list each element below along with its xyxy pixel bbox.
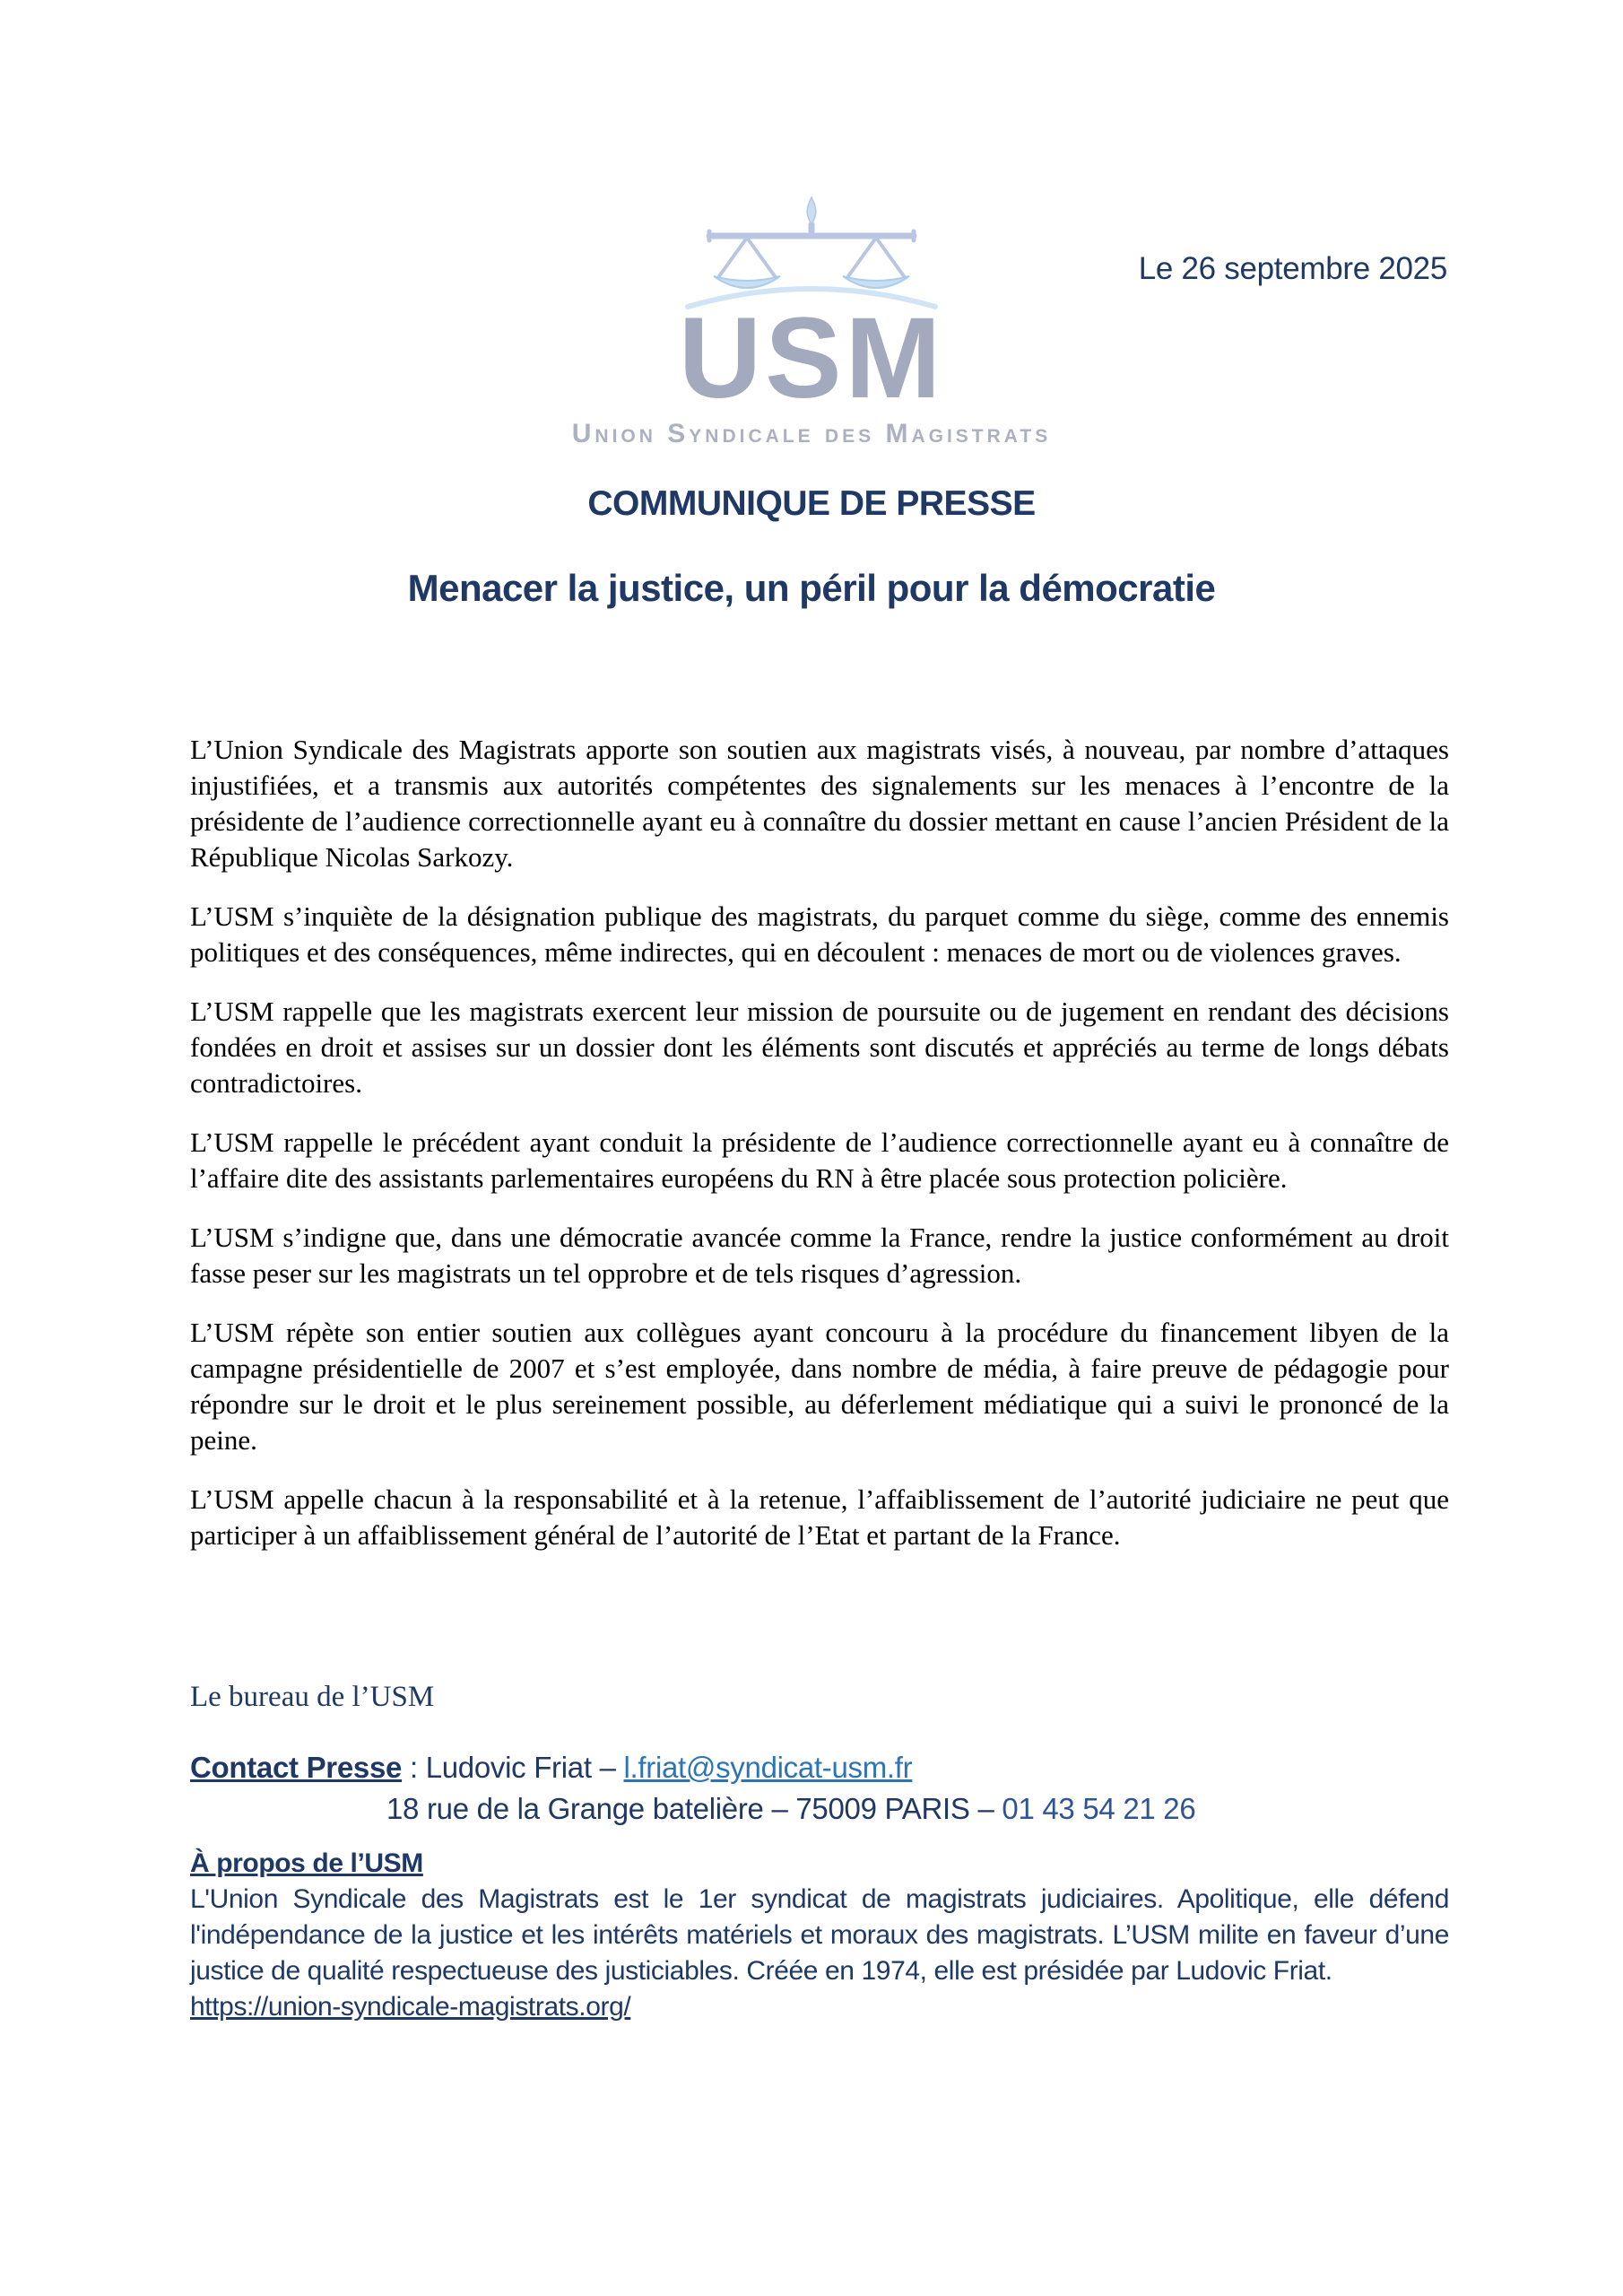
body-paragraph: L’USM répète son entier soutien aux collègues ayant concouru à la procédure du financement libyen de la campagne présidentielle de 2007 et s’est employée, dans nombre de média, à faire preuve de pédagogie pour répondre sur le droit et le plus sereinement possible, au déferlement médiatique qui a suivi le prononcé de la peine.	[190, 1317, 1449, 1456]
website-link[interactable]: https://union-syndicale-magistrats.org/	[190, 1992, 631, 2022]
contact-address-line	[190, 1788, 1449, 1830]
body-paragraph: L’USM s’inquiète de la désignation publique des magistrats, du parquet comme du siège, comme des ennemis politiques et des conséquences, même indirectes, qui en découlent : menaces de mort ou de violences graves.	[190, 900, 1449, 968]
contact-dash: –	[591, 1751, 624, 1784]
document-date: Le 26 septembre 2025	[1138, 251, 1447, 286]
logo-tagline: Union Syndicale des Magistrats	[571, 418, 1052, 448]
body-paragraph: L’USM appelle chacun à la responsabilité et à la retenue, l’affaiblissement de l’autorité judiciaire ne peut que participer à un affaiblissement général de l’autorité de l’Etat et partant de la France.	[190, 1483, 1449, 1551]
about-block	[190, 1846, 1449, 2025]
about-heading: À propos de l’USM	[190, 1848, 423, 1878]
contact-name: Ludovic Friat	[425, 1751, 592, 1784]
usm-logo	[0, 196, 1623, 449]
contact-separator: :	[402, 1751, 426, 1784]
contact-phone: 01 43 54 21 26	[1002, 1792, 1196, 1825]
press-release-title: COMMUNIQUE DE PRESSE	[587, 484, 1036, 523]
press-email-link[interactable]: l.friat@syndicat-usm.fr	[623, 1751, 913, 1784]
press-release-body	[190, 732, 1449, 1577]
body-paragraph: L’USM rappelle que les magistrats exercent leur mission de poursuite ou de jugement en rendant des décisions fondées en droit et assises sur un dossier dont les éléments sont discutés et appréciés au terme de longs débats contradictoires.	[190, 996, 1449, 1099]
press-release-subtitle: Menacer la justice, un péril pour la démocratie	[407, 567, 1216, 609]
logo-acronym: USM	[678, 294, 945, 422]
about-body: L'Union Syndicale des Magistrats est le 1er syndicat de magistrats judiciaires. Apolitique, elle défend l'indépendance de la justice et les intérêts matériels et moraux des magistrats. L’USM milite en faveur d’une justice de qualité respectueuse des justiciables. Créée en 1974, elle est présidée par Ludovic Friat.	[190, 1884, 1449, 1986]
body-paragraph: L’Union Syndicale des Magistrats apporte son soutien aux magistrats visés, à nouveau, par nombre d’attaques injustifiées, et a transmis aux autorités compétentes des signalements sur les menaces à l’encontre de la présidente de l’audience correctionnelle ayant eu à connaître du dossier mettant en cause l’ancien Président de la République Nicolas Sarkozy.	[190, 734, 1449, 873]
signature: Le bureau de l’USM	[190, 1681, 435, 1713]
contact-press-label: Contact Presse	[190, 1751, 403, 1784]
body-paragraph: L’USM rappelle le précédent ayant conduit la présidente de l’audience correctionnelle ayant eu à connaître de l’affaire dite des assistants parlementaires européens du RN à être placée sous protection policière.	[190, 1126, 1449, 1194]
body-paragraph: L’USM s’indigne que, dans une démocratie avancée comme la France, rendre la justice conformément au droit fasse peser sur les magistrats un tel opprobre et de tels risques d’agression.	[190, 1222, 1449, 1289]
contact-press-line	[190, 1747, 1449, 1788]
contact-block	[190, 1747, 1449, 1830]
contact-address: 18 rue de la Grange batelière – 75009 PARIS –	[386, 1792, 1002, 1825]
scales-of-justice-icon	[677, 196, 946, 310]
